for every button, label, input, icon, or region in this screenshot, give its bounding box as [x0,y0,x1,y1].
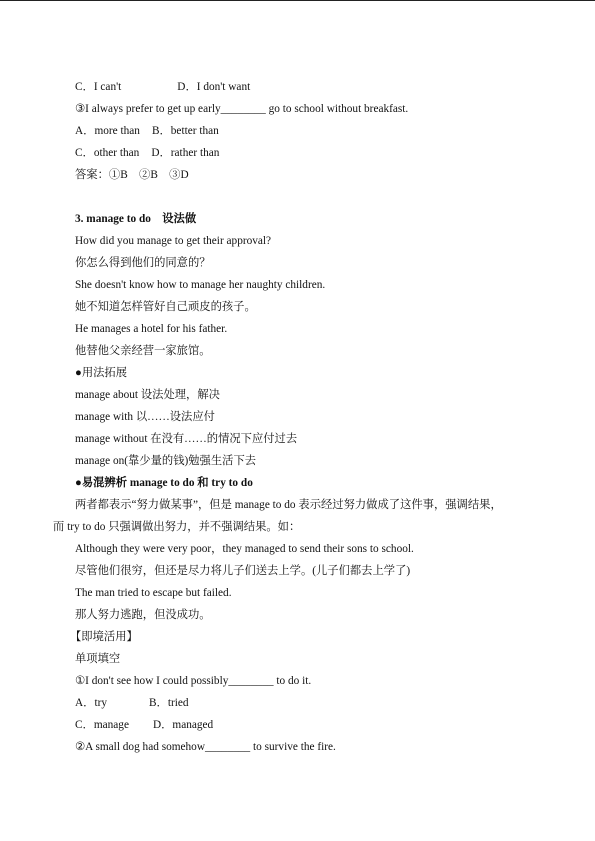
usage-item: manage without 在没有……的情况下应付过去 [75,433,298,445]
q3-option-d: D．rather than [151,147,220,159]
example-line: 他替他父亲经营一家旅馆。 [75,345,211,357]
p1-option-d: D．managed [152,719,214,731]
q3-stem: ③I always prefer to get up early________ go to school without breakfast. [75,103,409,115]
confusion-example: Although they were very poor，they managed to send their sons to school. [75,543,414,555]
example-line: She doesn't know how to manage her naughty children. [75,279,326,291]
example-line: 你怎么得到他们的同意的？ [75,257,211,269]
page-top-border [0,0,595,1]
confusion-text: 两者都表示“努力做某事”，但是 manage to do 表示经过努力做成了这件事，强调结果， [75,499,502,511]
p1-option-c: C．manage [75,719,129,731]
p1-stem: ①I don't see how I could possibly________ to do it. [75,675,312,687]
p1-option-a: A．try [75,697,108,709]
q2-options-cd [75,80,250,94]
q3-options-cd [75,146,219,160]
example-line: 她不知道怎样管好自己顽皮的孩子。 [75,301,256,313]
usage-item: manage with 以……设法应付 [75,411,215,423]
usage-item: manage on(靠少量的钱)勉强生活下去 [75,455,257,467]
q2-option-c: C．I can't [75,81,122,93]
q2-option-d: D．I don't want [177,81,251,93]
confusion-example: 尽管他们很穷，但还是尽力将儿子们送去上学。(儿子们都去上学了) [75,565,411,577]
q3-option-c: C．other than [75,147,140,159]
q3-option-b: B．better than [151,125,219,137]
p1-options-cd [75,718,213,732]
confusion-heading: ●易混辨析 manage to do 和 try to do [75,477,253,489]
p1-option-b: B．tried [149,697,189,709]
usage-item: manage about 设法处理，解决 [75,389,220,401]
q3-option-a: A．more than [75,125,140,137]
example-line: How did you manage to get their approval? [75,235,272,247]
confusion-text-continued: 而 try to do 只强调做出努力，并不强调结果。如： [53,521,301,533]
example-line: He manages a hotel for his father. [75,323,228,335]
answer-line: 答案：①B ②B ③D [75,169,189,181]
practice-heading: 【即境活用】 [70,631,138,643]
confusion-example: The man tried to escape but failed. [75,587,232,599]
confusion-example: 那人努力逃跑，但没成功。 [75,609,211,621]
section-heading: 3. manage to do 设法做 [75,213,197,225]
p2-stem: ②A small dog had somehow________ to survive the fire. [75,741,336,753]
q3-options-ab [75,124,219,138]
p1-options-ab [75,696,189,710]
practice-type: 单项填空 [75,653,121,665]
usage-heading: ●用法拓展 [75,367,128,379]
